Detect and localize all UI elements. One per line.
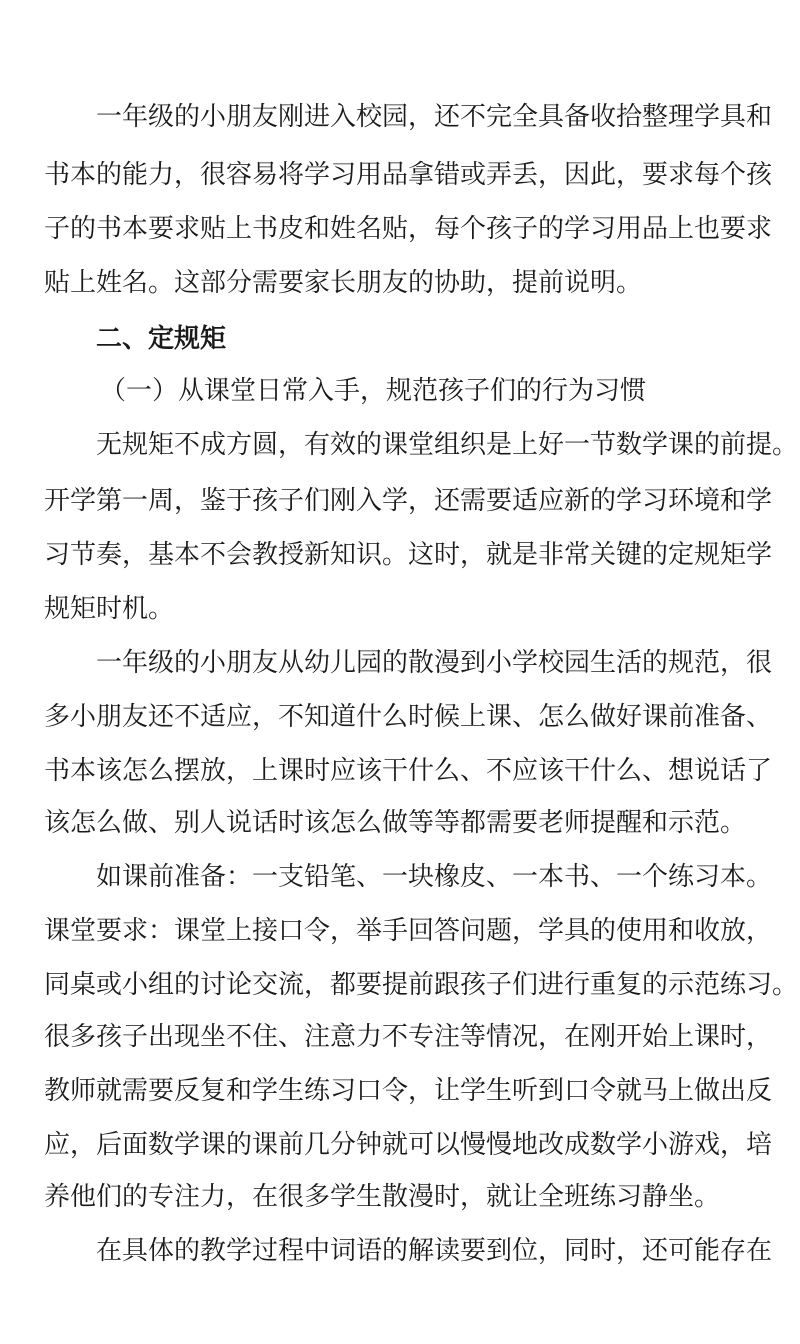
paragraph-4-line-2: 课堂要求：课堂上接口令，举手回答问题，学具的使用和收放， xyxy=(44,916,773,946)
paragraph-2-line-2: 开学第一周，鉴于孩子们刚入学，还需要适应新的学习环境和学 xyxy=(44,486,773,516)
paragraph-1-line-1: 一年级的小朋友刚进入校园，还不完全具备收拾整理学具和 xyxy=(96,102,773,132)
section-heading-2: 二、定规矩 xyxy=(96,324,227,354)
paragraph-1-line-3: 子的书本要求贴上书皮和姓名贴，每个孩子的学习用品上也要求 xyxy=(44,214,773,244)
paragraph-4-line-1: 如课前准备：一支铅笔、一块橡皮、一本书、一个练习本。 xyxy=(96,862,773,892)
paragraph-2-line-1: 无规矩不成方圆，有效的课堂组织是上好一节数学课的前提。 xyxy=(96,430,799,460)
paragraph-4-line-7: 养他们的专注力，在很多学生散漫时，就让全班练习静坐。 xyxy=(44,1182,721,1212)
paragraph-5-line-1: 在具体的教学过程中词语的解读要到位，同时，还可能存在 xyxy=(96,1236,773,1266)
paragraph-3-line-4: 该怎么做、别人说话时该怎么做等等都需要老师提醒和示范。 xyxy=(44,808,747,838)
paragraph-2-line-3: 习节奏，基本不会教授新知识。这时，就是非常关键的定规矩学 xyxy=(44,540,773,570)
paragraph-2-line-4: 规矩时机。 xyxy=(44,594,175,624)
paragraph-4-line-3: 同桌或小组的讨论交流，都要提前跟孩子们进行重复的示范练习。 xyxy=(44,970,799,1000)
paragraph-3-line-3: 书本该怎么摆放，上课时应该干什么、不应该干什么、想说话了 xyxy=(44,756,773,786)
paragraph-1-line-4: 贴上姓名。这部分需要家长朋友的协助，提前说明。 xyxy=(44,268,643,298)
subheading-2-1: （一）从课堂日常入手，规范孩子们的行为习惯 xyxy=(100,376,647,406)
paragraph-3-line-2: 多小朋友还不适应，不知道什么时候上课、怎么做好课前准备、 xyxy=(44,702,773,732)
paragraph-3-line-1: 一年级的小朋友从幼儿园的散漫到小学校园生活的规范，很 xyxy=(96,648,773,678)
paragraph-4-line-6: 应，后面数学课的课前几分钟就可以慢慢地改成数学小游戏，培 xyxy=(44,1130,773,1160)
paragraph-4-line-4: 很多孩子出现坐不住、注意力不专注等情况，在刚开始上课时， xyxy=(44,1022,773,1052)
paragraph-4-line-5: 教师就需要反复和学生练习口令，让学生听到口令就马上做出反 xyxy=(44,1076,773,1106)
paragraph-1-line-2: 书本的能力，很容易将学习用品拿错或弄丢，因此，要求每个孩 xyxy=(44,160,773,190)
